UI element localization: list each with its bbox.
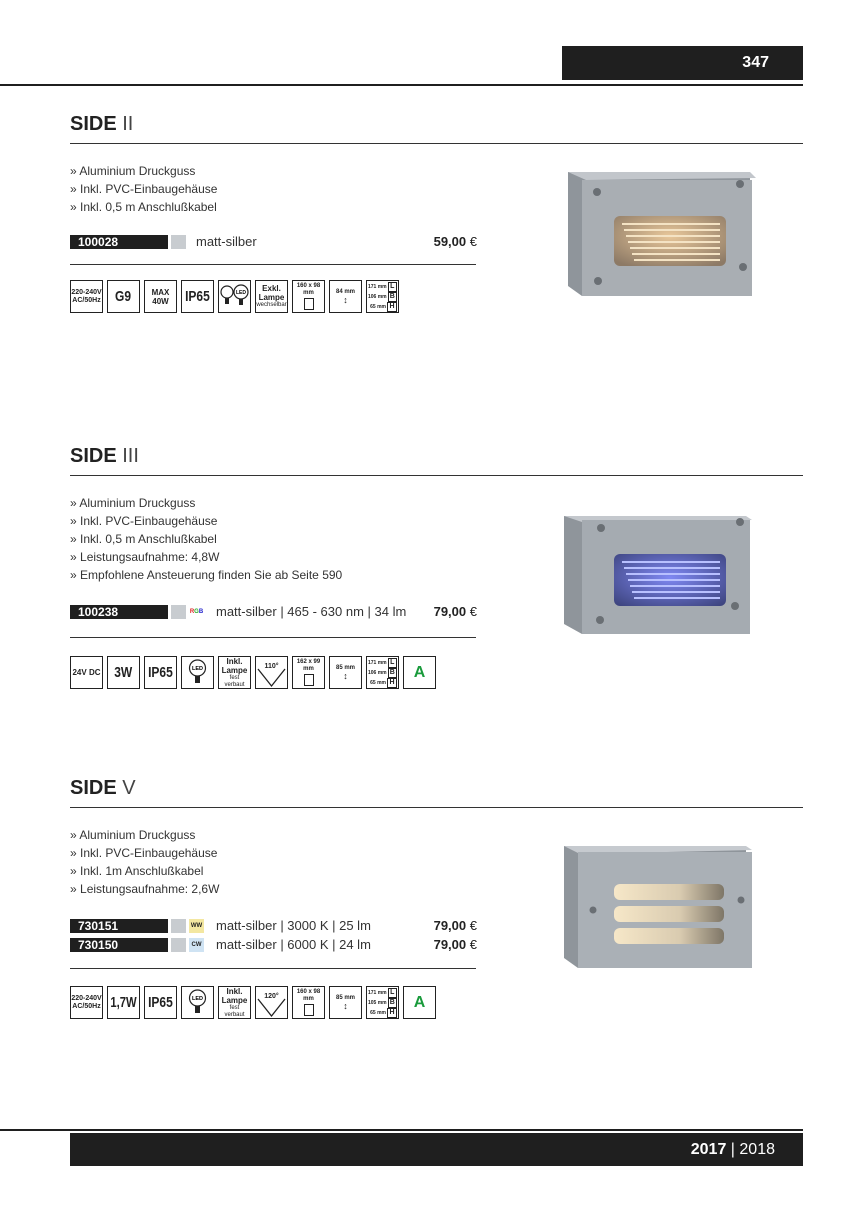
section-rule [70, 475, 803, 476]
energy-class-icon: A [403, 986, 436, 1019]
socket-icon: G9 [107, 280, 140, 313]
led-label: LED [192, 666, 203, 672]
article-code: 730151 [70, 919, 168, 933]
bulb-led-icon [181, 986, 214, 1019]
dimensions-icon: 171 mm L 105 mm B 65 mm H [366, 986, 399, 1019]
feature-list [70, 162, 217, 216]
product-roman: V [122, 777, 136, 799]
cutout-icon: 160 x 98 mm [292, 280, 325, 313]
feature-item: » Leistungsaufnahme: 4,8W [70, 548, 342, 566]
footer-bar [70, 1133, 803, 1166]
product-title-side-v [70, 777, 136, 800]
led-label: LED [192, 996, 203, 1002]
variant-finish: matt-silber | 6000 K | 24 lm [216, 937, 371, 952]
page-number: 347 [742, 54, 769, 71]
warm-white-tag: WW [189, 919, 204, 933]
color-swatch [171, 919, 186, 933]
article-code: 730150 [70, 938, 168, 952]
beam-angle-icon: 120° [255, 986, 288, 1019]
article-code: 100028 [70, 235, 168, 249]
max-wattage-icon: MAX 40W [144, 280, 177, 313]
price: 79,00 € [433, 604, 477, 619]
price: 79,00 € [433, 937, 477, 952]
product-title-side-iii [70, 445, 139, 468]
rgb-tag: RGB [189, 605, 204, 619]
spec-icons [70, 986, 436, 1019]
energy-class-icon: A [403, 656, 436, 689]
voltage-icon: 220-240V AC/50Hz [70, 986, 103, 1019]
color-swatch [171, 235, 186, 249]
header-rule [0, 84, 803, 86]
dimensions-icon: 171 mm L 106 mm B 65 mm H [366, 280, 399, 313]
footer-year-current: 2017 [690, 1140, 727, 1158]
led-label: LED [236, 290, 246, 296]
footer-rule [0, 1129, 803, 1131]
feature-item: » Empfohlene Ansteuerung finden Sie ab Seite 590 [70, 566, 342, 584]
feature-item: » Inkl. 1m Anschlußkabel [70, 862, 219, 880]
ip-rating-icon: IP65 [181, 280, 214, 313]
variant-finish: matt-silber | 465 - 630 nm | 34 lm [216, 604, 407, 619]
feature-item: » Aluminium Druckguss [70, 494, 342, 512]
product-image-side-v [560, 842, 756, 970]
cutout-icon: 160 x 98 mm [292, 986, 325, 1019]
feature-item: » Inkl. 0,5 m Anschlußkabel [70, 530, 342, 548]
feature-item: » Inkl. 0,5 m Anschlußkabel [70, 198, 217, 216]
product-image-side-iii [560, 512, 756, 636]
bulb-led-icon [218, 280, 251, 313]
footer-separator: | [730, 1140, 735, 1158]
price-rule [70, 968, 476, 969]
color-swatch [171, 605, 186, 619]
feature-item: » Leistungsaufnahme: 2,6W [70, 880, 219, 898]
product-roman: III [122, 445, 139, 467]
footer-year-next: 2018 [739, 1140, 775, 1158]
product-name: SIDE [70, 113, 117, 135]
price: 59,00 € [433, 234, 477, 249]
lamp-included-icon: Inkl. Lampe fest verbaut [218, 656, 251, 689]
feature-list [70, 826, 219, 898]
color-swatch [171, 938, 186, 952]
ip-rating-icon: IP65 [144, 656, 177, 689]
product-name: SIDE [70, 445, 117, 467]
feature-item: » Aluminium Druckguss [70, 826, 219, 844]
spec-icons [70, 280, 399, 313]
variant-finish: matt-silber | 3000 K | 25 lm [216, 918, 371, 933]
beam-angle-icon: 110° [255, 656, 288, 689]
product-title-side-ii [70, 113, 133, 136]
dimensions-icon: 171 mm L 106 mm B 65 mm H [366, 656, 399, 689]
depth-icon: 84 mm ↕ [329, 280, 362, 313]
price-rule [70, 637, 476, 638]
product-image-side-ii [560, 168, 756, 300]
spec-icons [70, 656, 436, 689]
power-icon: 1,7W [107, 986, 140, 1019]
cool-white-tag: CW [189, 938, 204, 952]
variant-finish: matt-silber [196, 234, 257, 249]
page-number-tab [562, 46, 803, 80]
article-code: 100238 [70, 605, 168, 619]
section-rule [70, 143, 803, 144]
section-rule [70, 807, 803, 808]
voltage-icon: 220-240V AC/50Hz [70, 280, 103, 313]
product-name: SIDE [70, 777, 117, 799]
price: 79,00 € [433, 918, 477, 933]
feature-list [70, 494, 342, 584]
product-roman: II [122, 113, 134, 135]
voltage-icon: 24V DC [70, 656, 103, 689]
power-icon: 3W [107, 656, 140, 689]
feature-item: » Inkl. PVC-Einbaugehäuse [70, 844, 219, 862]
ip-rating-icon: IP65 [144, 986, 177, 1019]
lamp-excluded-icon: Exkl. Lampe wechselbar [255, 280, 288, 313]
price-rule [70, 264, 476, 265]
depth-icon: 85 mm ↕ [329, 656, 362, 689]
lamp-included-icon: Inkl. Lampe fest verbaut [218, 986, 251, 1019]
feature-item: » Inkl. PVC-Einbaugehäuse [70, 180, 217, 198]
cutout-icon: 162 x 99 mm [292, 656, 325, 689]
feature-item: » Inkl. PVC-Einbaugehäuse [70, 512, 342, 530]
bulb-led-icon [181, 656, 214, 689]
feature-item: » Aluminium Druckguss [70, 162, 217, 180]
depth-icon: 85 mm ↕ [329, 986, 362, 1019]
